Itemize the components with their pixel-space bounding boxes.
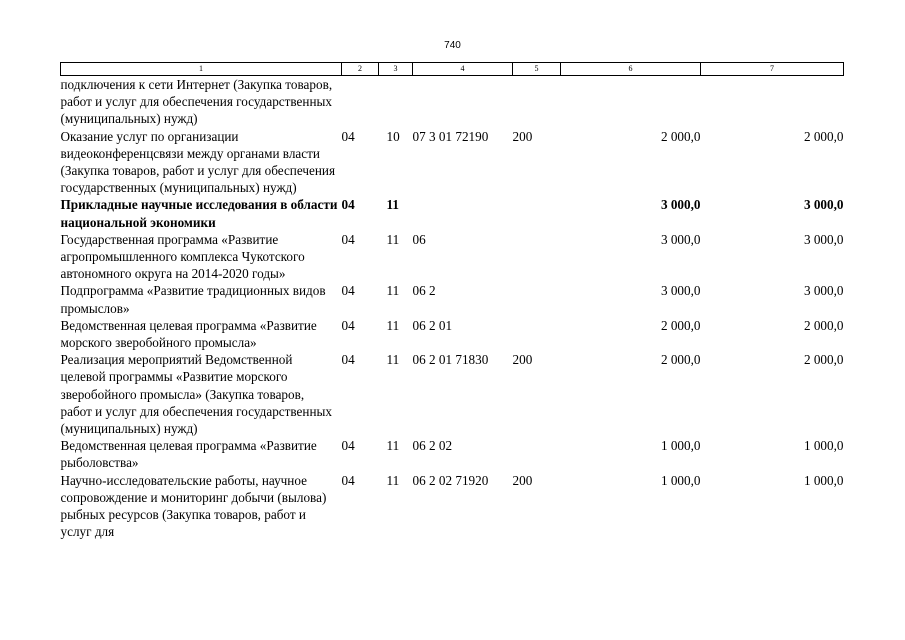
page-number: 740 (444, 40, 461, 51)
table-row (61, 76, 844, 128)
column-header-sum2: 7 (701, 63, 844, 76)
table-row (61, 437, 844, 471)
table-header (61, 63, 844, 76)
row-sum1: 1 000,0 (660, 472, 701, 488)
row-target: 06 2 02 (412, 438, 453, 454)
row-type (513, 282, 561, 316)
column-header-name: 1 (61, 63, 342, 76)
row-subsection: 11 (386, 472, 400, 488)
row-subsection (379, 76, 413, 128)
table-row (61, 128, 844, 197)
row-section: 04 (341, 283, 355, 299)
row-target (413, 76, 513, 128)
row-type (513, 317, 561, 351)
column-header-sum1: 6 (561, 63, 701, 76)
row-sum1: 2 000,0 (660, 317, 701, 333)
row-sum2: 1 000,0 (803, 438, 844, 454)
row-section: 04 (341, 352, 355, 368)
row-sum1: 3 000,0 (660, 283, 701, 299)
table-row (61, 317, 844, 351)
row-sum2: 3 000,0 (803, 231, 844, 247)
row-subsection: 11 (386, 438, 400, 454)
row-type: 200 (512, 472, 533, 488)
row-sum2: 2 000,0 (803, 317, 844, 333)
row-target: 06 2 01 (412, 317, 453, 333)
row-name: подключения к сети Интернет (Закупка товаров, работ и услуг для обеспечения государственных (муниципальных) нужд) (60, 77, 333, 127)
column-header-target: 4 (413, 63, 513, 76)
row-name: Реализация мероприятий Ведомственной целевой программы «Развитие морского зверобойного промысла» (Закупка товаров, работ и услуг для обеспечения государственных (муниципальных) нужд) (60, 352, 332, 437)
row-subsection: 11 (386, 197, 399, 213)
row-sum1: 3 000,0 (660, 231, 701, 247)
row-sum2: 2 000,0 (803, 128, 844, 144)
row-section: 04 (341, 317, 355, 333)
row-sum2: 2 000,0 (803, 352, 844, 368)
row-name: Прикладные научные исследования в области национальной экономики (60, 197, 338, 230)
column-header-section: 2 (342, 63, 379, 76)
table-row (61, 231, 844, 283)
row-type (513, 231, 561, 283)
row-type (513, 437, 561, 471)
row-sum1: 3 000,0 (660, 197, 701, 213)
row-section: 04 (341, 197, 355, 213)
row-name: Ведомственная целевая программа «Развитие морского зверобойного промысла» (60, 317, 317, 351)
row-target (413, 196, 513, 230)
row-name: Ведомственная целевая программа «Развитие рыболовства» (60, 438, 317, 471)
row-subsection: 11 (386, 352, 400, 368)
row-sum2: 1 000,0 (803, 472, 844, 488)
row-section: 04 (341, 472, 355, 488)
row-target: 06 (412, 231, 426, 247)
row-target: 06 2 02 71920 (412, 472, 489, 488)
row-section: 04 (341, 231, 355, 247)
row-sum1: 2 000,0 (660, 352, 701, 368)
budget-table (60, 62, 844, 540)
column-header-subsection: 3 (379, 63, 413, 76)
row-name: Подпрограмма «Развитие традиционных видов промыслов» (60, 283, 326, 316)
row-sum1 (561, 76, 701, 128)
row-target: 06 2 (412, 283, 436, 299)
row-type (513, 76, 561, 128)
row-name: Государственная программа «Развитие агропромышленного комплекса Чукотского автономного округа на 2014-2020 годы» (60, 231, 305, 282)
header-row (61, 63, 844, 76)
row-subsection: 11 (386, 317, 400, 333)
row-sum2: 3 000,0 (803, 283, 844, 299)
row-subsection: 10 (386, 128, 400, 144)
row-section: 04 (341, 438, 355, 454)
row-target: 06 2 01 71830 (412, 352, 489, 368)
row-section (342, 76, 379, 128)
table-row (61, 196, 844, 230)
row-subsection: 11 (386, 283, 400, 299)
row-target: 07 3 01 72190 (412, 128, 489, 144)
row-name: Научно-исследовательские работы, научное сопровождение и мониторинг добычи (вылова) рыбных ресурсов (Закупка товаров, работ и услуг для (60, 472, 327, 540)
row-sum2: 3 000,0 (803, 197, 844, 213)
row-sum1: 2 000,0 (660, 128, 701, 144)
row-subsection: 11 (386, 231, 400, 247)
row-type: 200 (512, 128, 533, 144)
row-section: 04 (341, 128, 355, 144)
table-body (61, 76, 844, 541)
row-sum1: 1 000,0 (660, 438, 701, 454)
row-type: 200 (512, 352, 533, 368)
row-name: Оказание услуг по организации видеоконференцсвязи между органами власти (Закупка товаров, работ и услуг для обеспечения государственных (муниципальных) нужд) (60, 128, 336, 196)
table-row (61, 282, 844, 316)
table-row (61, 351, 844, 437)
row-type (513, 196, 561, 230)
row-sum2 (701, 76, 844, 128)
table-row (61, 472, 844, 541)
column-header-type: 5 (513, 63, 561, 76)
